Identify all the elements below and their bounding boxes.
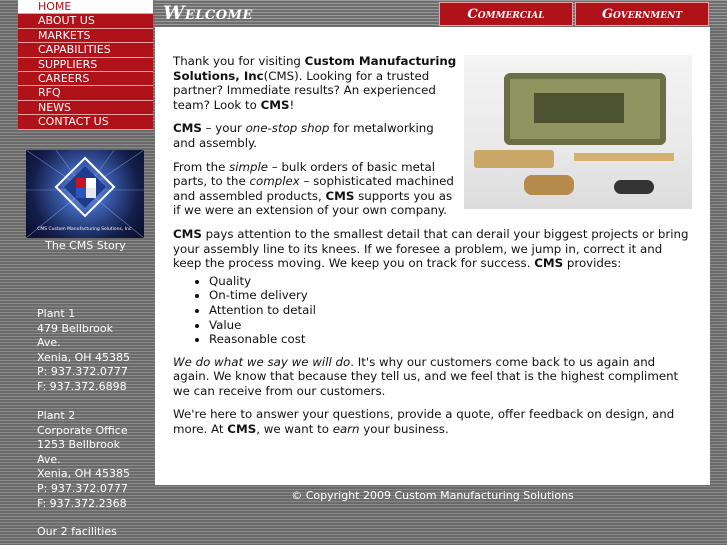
text: – bulk orders of basic metal parts, to the (173, 159, 436, 189)
nav-contact-us[interactable]: CONTACT US (18, 115, 153, 129)
part-shape (614, 180, 654, 194)
text: Thank you for visiting (173, 54, 305, 68)
plant1-line: Xenia, OH 45385 (37, 350, 130, 364)
cms-name: CMS (325, 188, 355, 203)
emphasis: We do what we say we will do (173, 354, 351, 369)
text: ! (289, 97, 295, 112)
nav-home[interactable]: HOME (18, 0, 153, 14)
list-item: • Reasonable cost (209, 332, 692, 347)
plant2-line: P: 937.372.0777 (37, 481, 128, 495)
cms-logo-icon (26, 150, 144, 238)
page-title: Welcome (163, 2, 253, 24)
plant2-line: F: 937.372.2368 (37, 496, 127, 510)
text: . It's why our customers come back to us again and again. We know that because they tell us, and we feel that is the highest compliment we can receive from our customers. (173, 354, 679, 398)
text: for metalworking and assembly. (173, 121, 434, 150)
text: (CMS). Looking for a trusted partner? Immediate results? An experienced team? Look to (173, 68, 436, 112)
company-name: Custom Manufacturing Solutions, Inc (173, 54, 457, 83)
promise-paragraph (173, 355, 692, 399)
list-item: • Value (209, 318, 692, 333)
emphasis: earn (332, 422, 360, 437)
cms-story-image[interactable] (26, 150, 144, 238)
cms-name: CMS (173, 121, 202, 136)
plant1-line: Ave. (37, 336, 61, 350)
cms-name: CMS (227, 422, 257, 437)
plant2-line: Ave. (37, 452, 61, 466)
facilities-label: Our 2 facilities (37, 525, 117, 538)
part-shape (474, 150, 554, 168)
plant1-line: Plant 1 (37, 307, 76, 320)
frame-inner-shape (534, 93, 624, 123)
plant1-address (37, 307, 130, 395)
facilities-link[interactable] (37, 525, 117, 540)
text: We're here to answer your questions, provide a quote, offer feedback on design, and more. At (173, 407, 675, 437)
product-photo (464, 55, 692, 209)
emphasis: simple (229, 159, 269, 174)
plant2-line: Xenia, OH 45385 (37, 467, 130, 481)
plant2-line: Corporate Office (37, 423, 128, 437)
contact-paragraph (173, 407, 692, 436)
list-item: • On-time delivery (209, 288, 692, 303)
copyright: © Copyright 2009 Custom Manufacturing Solutions (291, 489, 574, 502)
attention-paragraph (173, 227, 692, 271)
cms-story-link[interactable]: The CMS Story (45, 239, 126, 252)
plant1-line: F: 937.372.6898 (37, 379, 127, 393)
main-nav (18, 0, 153, 130)
provides-list (191, 274, 692, 347)
plant1-line: P: 937.372.0777 (37, 365, 128, 379)
text: supports you as if we were an extension of your own company. (173, 188, 453, 218)
cms-name: CMS (260, 97, 290, 112)
list-item: • Quality (209, 274, 692, 289)
nav-news[interactable]: NEWS (18, 101, 153, 115)
emphasis: complex (249, 174, 300, 189)
nav-suppliers[interactable]: SUPPLIERS (18, 58, 153, 72)
nav-capabilities[interactable]: CAPABILITIES (18, 43, 153, 57)
nav-markets[interactable]: MARKETS (18, 29, 153, 43)
text: , we want to (256, 422, 333, 437)
plant1-line: 479 Bellbrook (37, 321, 114, 335)
text: provides: (563, 256, 622, 271)
plant2-line: Plant 2 (37, 409, 76, 422)
text: – sophisticated machined and assembled products, (173, 174, 454, 203)
tab-government[interactable]: Government (575, 2, 709, 26)
text: your business. (359, 422, 449, 437)
list-item: • Attention to detail (209, 303, 692, 318)
part-shape (524, 175, 574, 195)
text: pays attention to the smallest detail that can derail your biggest projects or bring your assembly line to its knees. If we foresee a problem, we jump in, correct it and keep the process moving. We keep you on track for success. (173, 226, 689, 271)
nav-rfq[interactable]: RFQ (18, 86, 153, 100)
header-bar (155, 0, 727, 27)
cms-name: CMS (173, 226, 202, 241)
nav-about-us[interactable]: ABOUT US (18, 14, 153, 28)
text: – your (201, 121, 246, 136)
tab-commercial[interactable]: Commercial (439, 2, 573, 26)
plant2-line: 1253 Bellbrook (37, 438, 121, 452)
logo-text: CMS Custom Manufacturing Solutions, Inc. (37, 227, 133, 232)
nav-careers[interactable]: CAREERS (18, 72, 153, 86)
part-shape (574, 153, 674, 161)
emphasis: one-stop shop (245, 121, 330, 136)
cms-name: CMS (534, 256, 564, 271)
text: From the (173, 159, 230, 174)
plant2-address (37, 409, 130, 511)
main-content (155, 27, 710, 485)
